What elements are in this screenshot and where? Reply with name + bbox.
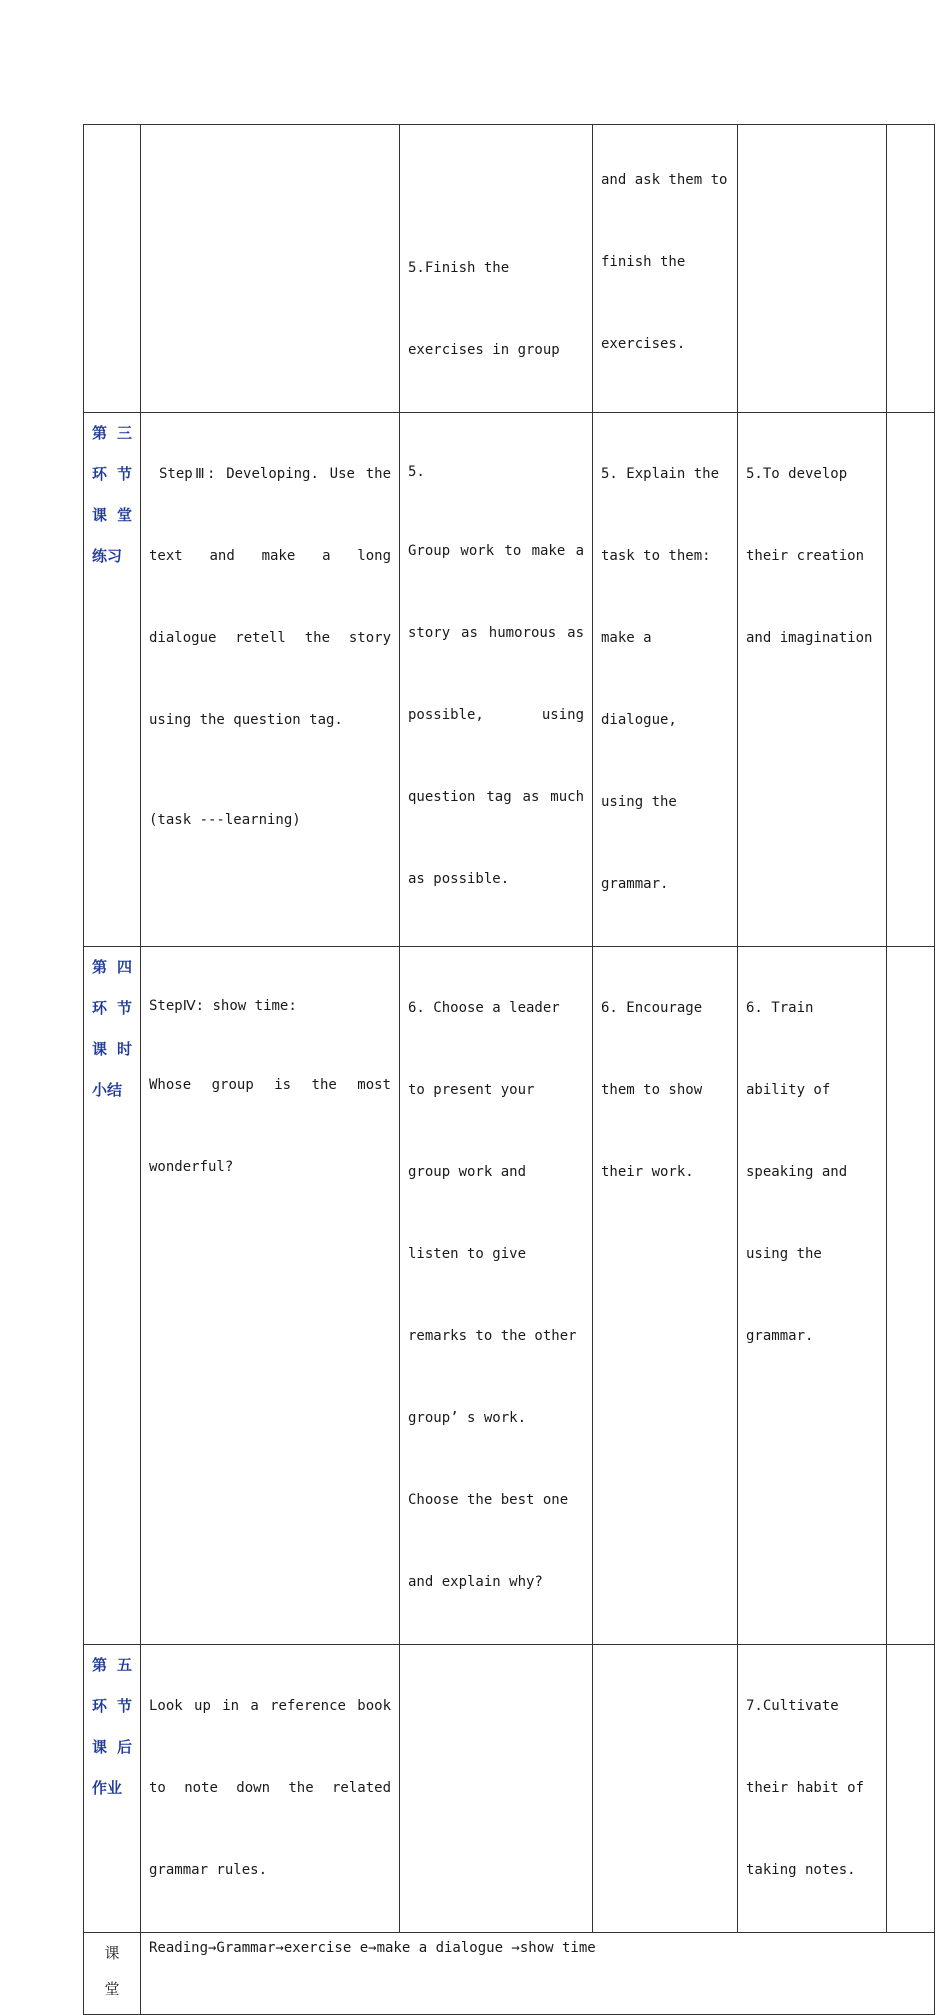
task-note: (task ---learning) (149, 812, 301, 828)
text-line: 6. Choose a leader (408, 1000, 560, 1016)
stage-label: 第 三 环 节 课 堂 练习 (92, 424, 132, 565)
stage-cell (84, 1645, 141, 1933)
student-activity-cell (400, 413, 593, 947)
text-line: them to show (601, 1082, 703, 1098)
text-line: Choose the best one (408, 1492, 569, 1508)
stage-cell (84, 947, 141, 1645)
text-line: StepⅣ: show time: (149, 998, 297, 1014)
purpose-cell (738, 1645, 887, 1933)
text-line: and explain why? (408, 1574, 543, 1590)
extra-cell (887, 1645, 935, 1933)
text-line: text and make a long (149, 548, 391, 564)
summary-label-char: 课 (104, 1944, 120, 1962)
text-line: grammar. (601, 876, 669, 892)
text-line: taking notes. (746, 1862, 856, 1878)
text-line: dialogue retell the story (149, 630, 391, 646)
text-line: listen to give (408, 1246, 527, 1262)
text-line: to note down the related (149, 1780, 391, 1796)
text-line: 5. (408, 464, 425, 480)
text-line: to present your (408, 1082, 535, 1098)
purpose-cell (738, 125, 887, 413)
text-line: using the (746, 1246, 822, 1262)
student-activity-cell (400, 1645, 593, 1933)
stage-label: 第 五 环 节 课 后 作业 (92, 1656, 132, 1797)
text-line: exercises. (601, 336, 686, 352)
extra-cell (887, 125, 935, 413)
text-line: 5.To develop (746, 466, 848, 482)
text-line: their habit of (746, 1780, 865, 1796)
content-cell (141, 413, 400, 947)
content-cell (141, 947, 400, 1645)
text-line: using the (601, 794, 677, 810)
text-line: group’ s work. (408, 1410, 527, 1426)
teacher-activity-cell (593, 125, 738, 413)
student-activity-cell (400, 125, 593, 413)
text-line: their creation (746, 548, 865, 564)
text-line: and ask them to (601, 172, 728, 188)
text-line: grammar. (746, 1328, 814, 1344)
table-row (84, 947, 935, 1645)
summary-label-char: 堂 (104, 1980, 120, 1998)
text-line: using the question tag. (149, 712, 343, 728)
table-row (84, 1645, 935, 1933)
student-activity-cell (400, 947, 593, 1645)
teacher-activity-cell (593, 1645, 738, 1933)
purpose-cell (738, 413, 887, 947)
summary-text-cell (141, 1933, 935, 2015)
text-line (408, 166, 584, 207)
text-line: speaking and (746, 1164, 848, 1180)
summary-row (84, 1933, 935, 2015)
table-row (84, 413, 935, 947)
text-line: 6. Encourage (601, 1000, 703, 1016)
text-line: Look up in a reference book (149, 1698, 391, 1714)
stage-label: 第 四 环 节 课 时 小结 (92, 958, 132, 1099)
text-line: 7.Cultivate (746, 1698, 839, 1714)
text-line: grammar rules. (149, 1862, 268, 1878)
lesson-plan-table (83, 124, 935, 2015)
purpose-cell (738, 947, 887, 1645)
text-line: ability of (746, 1082, 831, 1098)
text-line: dialogue, (601, 712, 677, 728)
content-cell (141, 125, 400, 413)
text-line: make a (601, 630, 652, 646)
content-cell (141, 1645, 400, 1933)
text-line: story as humorous as (408, 625, 584, 641)
stage-cell (84, 125, 141, 413)
text-line: wonderful? (149, 1159, 234, 1175)
text-line: remarks to the other (408, 1328, 577, 1344)
text-line: finish the (601, 254, 686, 270)
text-line: StepⅢ: Developing. Use the (159, 466, 391, 482)
teacher-activity-cell (593, 947, 738, 1645)
extra-cell (887, 413, 935, 947)
text-line: 5.Finish the (408, 260, 510, 276)
text-line: group work and (408, 1164, 527, 1180)
table-row (84, 125, 935, 413)
stage-cell (84, 413, 141, 947)
text-line: Whose group is the most (149, 1077, 391, 1093)
text-line: 5. Explain the (601, 466, 720, 482)
text-line: 6. Train (746, 1000, 814, 1016)
text-line: possible, using (408, 707, 584, 723)
text-line: Group work to make a (408, 543, 584, 559)
teacher-activity-cell (593, 413, 738, 947)
summary-label-cell (84, 1933, 141, 2015)
text-line: task to them: (601, 548, 711, 564)
text-line: and imagination (746, 630, 873, 646)
extra-cell (887, 947, 935, 1645)
text-line: question tag as much (408, 789, 584, 805)
text-line: as possible. (408, 871, 510, 887)
text-line: exercises in group (408, 342, 560, 358)
text-line: their work. (601, 1164, 694, 1180)
summary-flow-text: Reading→Grammar→exercise e→make a dialogue →show time (149, 1940, 596, 1956)
